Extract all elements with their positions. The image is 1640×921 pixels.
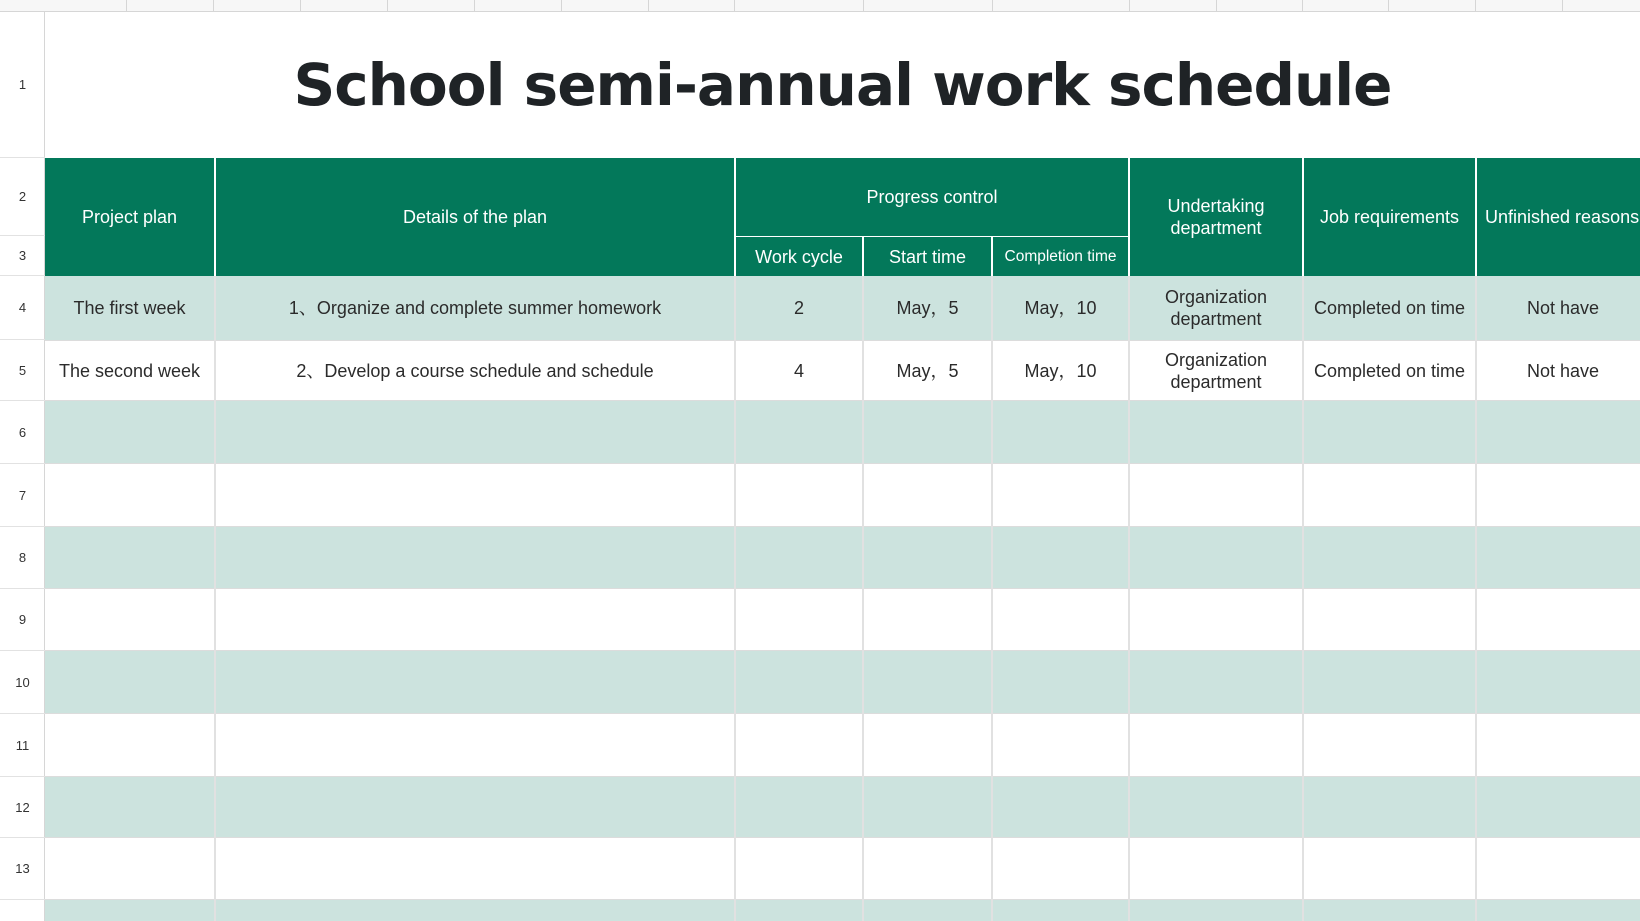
table-row[interactable] xyxy=(45,900,1640,921)
cell-completion-time[interactable]: May，10 xyxy=(1024,298,1097,318)
table-row[interactable] xyxy=(45,401,1640,464)
column-divider[interactable] xyxy=(863,0,864,12)
cell-details[interactable]: 2、Develop a course schedule and schedule xyxy=(296,360,654,381)
row-divider xyxy=(45,463,1640,464)
row-divider xyxy=(45,837,1640,838)
cell-project-plan[interactable]: The second week xyxy=(58,360,201,381)
cell-start-time[interactable]: May，5 xyxy=(896,298,959,318)
cell-project-plan[interactable]: The first week xyxy=(73,298,186,318)
row-number[interactable]: 12 xyxy=(0,777,45,838)
table-row[interactable] xyxy=(45,651,1640,714)
cell-work-cycle[interactable]: 4 xyxy=(793,360,804,381)
row-number[interactable]: 3 xyxy=(0,236,45,276)
header-start-time[interactable]: Start time xyxy=(864,236,993,276)
header-work-cycle[interactable]: Work cycle xyxy=(736,236,864,276)
header-completion-time[interactable]: Completion time xyxy=(993,236,1130,276)
table-row[interactable] xyxy=(45,714,1640,777)
row-divider xyxy=(45,526,1640,527)
cell-work-cycle[interactable]: 2 xyxy=(793,298,804,318)
header-unfinished-reasons[interactable]: Unfinished reasons xyxy=(1477,158,1640,276)
cell-unfinished-reasons[interactable]: Not have xyxy=(1526,360,1600,381)
cell-unfinished-reasons[interactable]: Not have xyxy=(1526,298,1600,318)
row-number[interactable]: 9 xyxy=(0,589,45,651)
row-divider xyxy=(45,650,1640,651)
column-divider[interactable] xyxy=(561,0,562,12)
cell-job-requirements[interactable]: Completed on time xyxy=(1313,298,1466,318)
cell-completion-time[interactable]: May，10 xyxy=(1024,360,1097,381)
row-number[interactable]: 1 xyxy=(0,12,45,158)
column-header-strip[interactable] xyxy=(0,0,1640,12)
column-divider[interactable] xyxy=(648,0,649,12)
column-divider[interactable] xyxy=(1216,0,1217,12)
row-divider xyxy=(45,713,1640,714)
row-divider xyxy=(45,776,1640,777)
column-divider[interactable] xyxy=(126,0,127,12)
column-divider[interactable] xyxy=(213,0,214,12)
column-divider[interactable] xyxy=(734,0,735,12)
cell-details[interactable]: 1、Organize and complete summer homework xyxy=(288,298,662,318)
table-row[interactable] xyxy=(45,838,1640,900)
row-number[interactable]: 8 xyxy=(0,527,45,589)
column-divider[interactable] xyxy=(1562,0,1563,12)
row-number[interactable]: 11 xyxy=(0,714,45,777)
table-row[interactable] xyxy=(45,464,1640,527)
row-divider xyxy=(45,899,1640,900)
cell-start-time[interactable]: May，5 xyxy=(896,360,959,381)
table-row[interactable] xyxy=(45,777,1640,838)
header-details[interactable]: Details of the plan xyxy=(216,158,736,276)
column-divider[interactable] xyxy=(1302,0,1303,12)
row-number[interactable]: 10 xyxy=(0,651,45,714)
header-job-requirements[interactable]: Job requirements xyxy=(1304,158,1477,276)
column-divider[interactable] xyxy=(1129,0,1130,12)
cell-department[interactable]: Organization department xyxy=(1164,349,1268,392)
table-row[interactable] xyxy=(45,589,1640,651)
column-divider[interactable] xyxy=(387,0,388,12)
cell-department[interactable]: Organization department xyxy=(1164,287,1268,329)
header-undertaking-department[interactable]: Undertaking department xyxy=(1130,158,1304,276)
column-divider[interactable] xyxy=(992,0,993,12)
row-number[interactable]: 2 xyxy=(0,158,45,236)
header-progress-control[interactable]: Progress control xyxy=(736,158,1130,236)
row-number[interactable]: 5 xyxy=(0,340,45,401)
row-number[interactable]: 6 xyxy=(0,401,45,464)
cell-job-requirements[interactable]: Completed on time xyxy=(1313,360,1466,381)
column-divider[interactable] xyxy=(1388,0,1389,12)
column-divider[interactable] xyxy=(300,0,301,12)
header-project-plan[interactable]: Project plan xyxy=(45,158,216,276)
column-divider[interactable] xyxy=(1475,0,1476,12)
row-divider xyxy=(45,588,1640,589)
row-number[interactable]: 7 xyxy=(0,464,45,527)
row-number[interactable]: 13 xyxy=(0,838,45,900)
sheet-title[interactable]: School semi-annual work schedule xyxy=(293,51,1392,119)
row-number[interactable]: 4 xyxy=(0,276,45,340)
table-row[interactable] xyxy=(45,527,1640,589)
column-divider[interactable] xyxy=(474,0,475,12)
